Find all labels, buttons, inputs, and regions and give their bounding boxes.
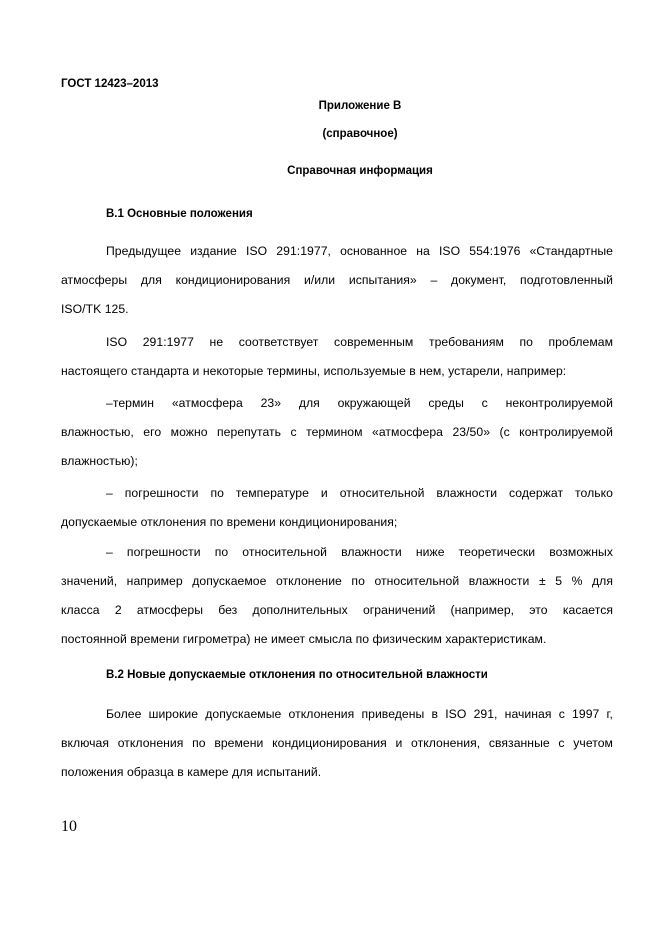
text-line: Предыдущее издание ISO 291:1977, основанное на ISO 554:1976 «Стандартные <box>106 244 613 258</box>
paragraph <box>61 538 613 654</box>
text-line: ISO/TK 125. <box>61 302 129 316</box>
paragraph <box>61 479 613 537</box>
paragraph <box>61 700 613 787</box>
annex-title: Приложение В <box>318 100 402 112</box>
text-line: влажностью, его можно перепутать с термином «атмосфера 23/50» (с контролируемой <box>61 425 613 439</box>
annex-type: (справочное) <box>322 128 398 140</box>
text-line: настоящего стандарта и некоторые термины, используемые в нем, устарели, например: <box>61 364 567 378</box>
text-line: Более широкие допускаемые отклонения приведены в ISO 291, начиная с 1997 г, <box>106 707 613 721</box>
text-line: атмосферы для кондиционирования и/или испытания» – документ, подготовленный <box>61 273 613 287</box>
text-line: ISO 291:1977 не соответствует современным требованиям по проблемам <box>106 335 613 349</box>
annex-heading: Справочная информация <box>287 165 433 177</box>
text-line: влажностью); <box>61 454 138 468</box>
text-line: допускаемые отклонения по времени кондиционирования; <box>61 515 398 529</box>
paragraph <box>61 328 613 386</box>
section-1-title: В.1 Основные положения <box>106 208 253 220</box>
text-line: положения образца в камере для испытаний. <box>61 765 322 779</box>
text-line: значений, например допускаемое отклонение по относительной влажности ± 5 % для <box>61 574 613 588</box>
paragraph <box>61 237 613 324</box>
text-line: – погрешности по относительной влажности ниже теоретически возможных <box>106 545 613 559</box>
section-2-title: В.2 Новые допускаемые отклонения по относительной влажности <box>106 669 488 681</box>
document-code: ГОСТ 12423–2013 <box>61 78 159 90</box>
text-line: –термин «атмосфера 23» для окружающей среды с неконтролируемой <box>106 396 613 410</box>
text-line: класса 2 атмосферы без дополнительных ограничений (например, это касается <box>61 603 613 617</box>
paragraph <box>61 389 613 476</box>
page-number: 10 <box>61 818 77 835</box>
text-line: – погрешности по температуре и относительной влажности содержат только <box>106 486 613 500</box>
text-line: постоянной времени гигрометра) не имеет смысла по физическим характеристикам. <box>61 632 547 646</box>
text-line: включая отклонения по времени кондиционирования и отклонения, связанные с учетом <box>61 736 613 750</box>
